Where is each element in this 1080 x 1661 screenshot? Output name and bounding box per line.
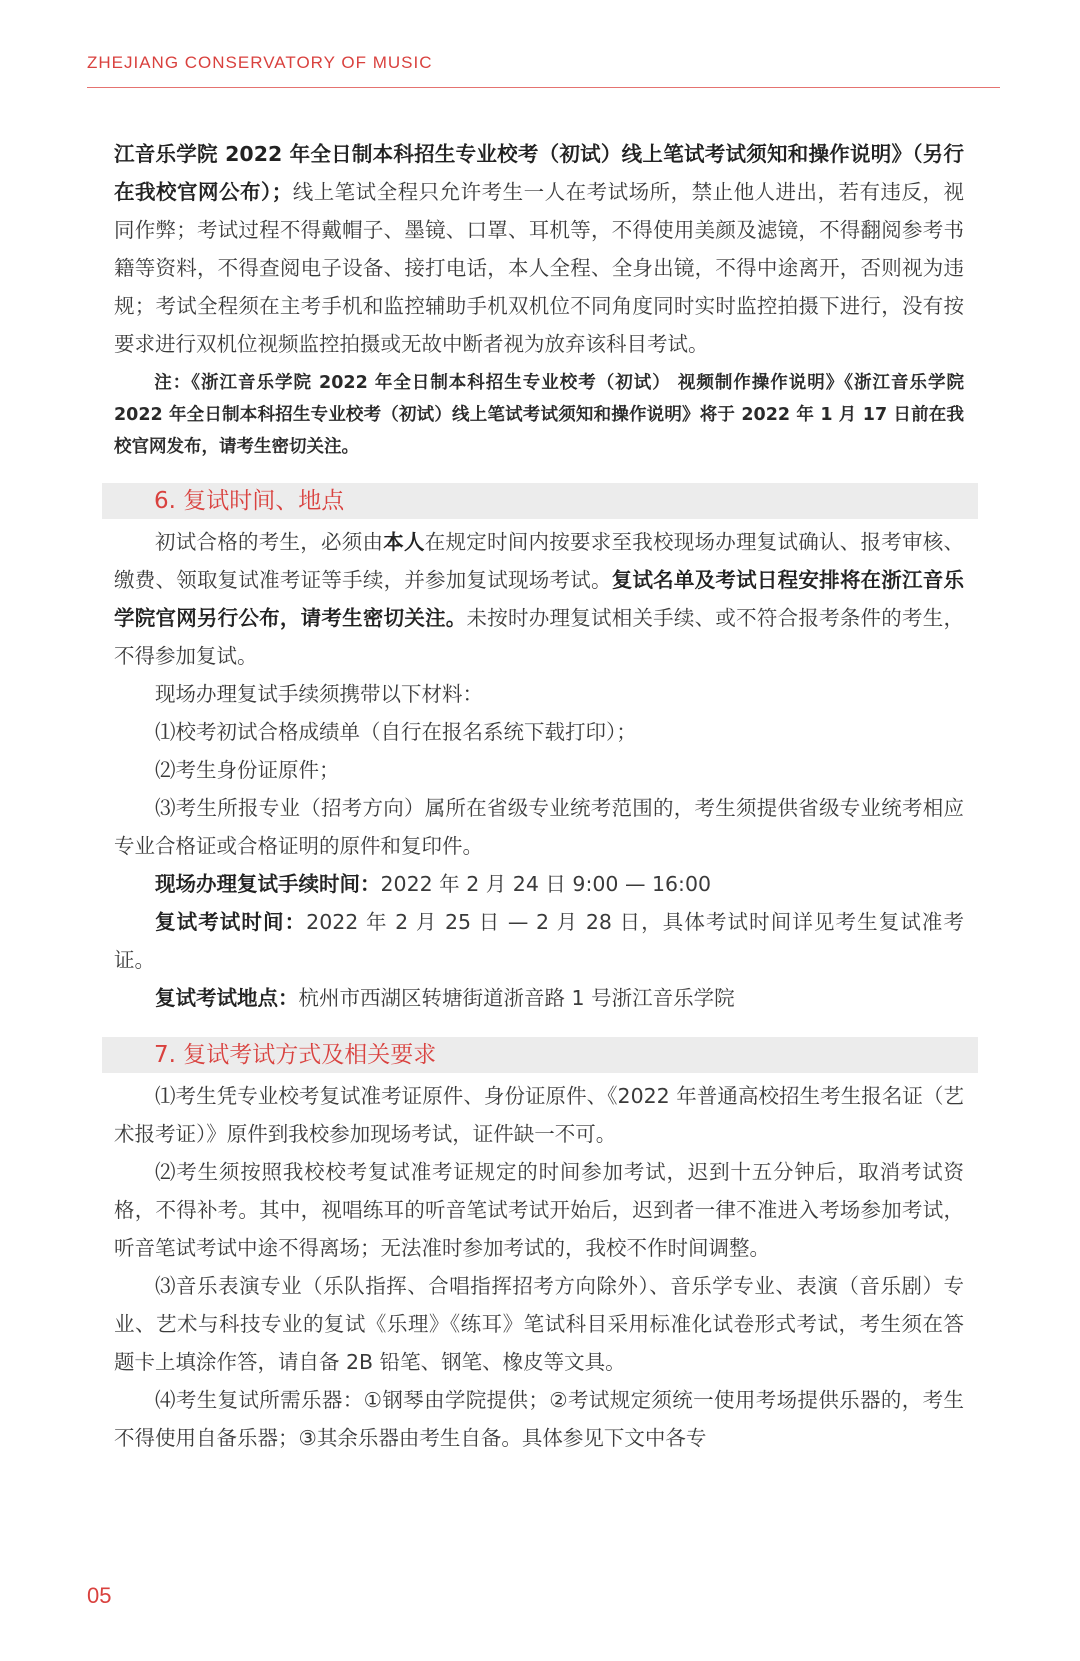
- continuation-bold-text: 江音乐学院 2022 年全日制本科招生专业校考（初试）线上笔试考试须知和操作说明》（另行在我校官网公布）；: [114, 142, 964, 204]
- section-7-heading: 7. 复试考试方式及相关要求: [102, 1037, 978, 1073]
- s6-text-e: 未按时办理复试相关手续、或不符合报考条件的考生，不得参加复试。: [114, 606, 965, 668]
- requirement-item: ⑴考生凭专业校考复试准考证原件、身份证原件、《2022 年普通高校招生考生报名证（艺术报考证）》原件到我校参加现场考试，证件缺一不可。: [114, 1084, 964, 1146]
- header-divider: [87, 87, 1000, 88]
- procedure-time-value: 2022 年 2 月 24 日 9:00 — 16:00: [380, 872, 712, 896]
- s6-text-d: 复试名单及考试日程安排将在浙江音乐学院官网另行公布，请考生密切关注。: [114, 568, 965, 630]
- requirement-item: ⑵考生须按照我校校考复试准考证规定的时间参加考试，迟到十五分钟后，取消考试资格，不得补考。其中，视唱练耳的听音笔试考试开始后，迟到者一律不准进入考场参加考试，听音笔试考试中途不得离场；无法准时参加考试的，我校不作时间调整。: [114, 1160, 964, 1260]
- continuation-text: 线上笔试全程只允许考生一人在考试场所，禁止他人进出，若有违反，视同作弊；考试过程不得戴帽子、墨镜、口罩、耳机等，不得使用美颜及滤镜，不得翻阅参考书籍等资料，不得查阅电子设备、接打电话，本人全程、全身出镜，不得中途离开，否则视为违规；考试全程须在主考手机和监控辅助手机双机位不同角度同时实时监控拍摄下进行，没有按要求进行双机位视频监控拍摄或无故中断者视为放弃该科目考试。: [114, 180, 965, 356]
- procedure-time-label: 现场办理复试手续时间：: [155, 872, 381, 896]
- material-item: ⑴校考初试合格成绩单（自行在报名系统下载打印）；: [155, 720, 637, 744]
- note-paragraph: 注：《浙江音乐学院 2022 年全日制本科招生专业校考（初试） 视频制作操作说明》《浙江音乐学院 2022 年全日制本科招生专业校考（初试）线上笔试考试须知和操作说明》将于 2022 年 1 月 17 日前在我校官网发布，请考生密切关注。: [114, 373, 964, 457]
- exam-location-label: 复试考试地点：: [155, 986, 299, 1010]
- exam-location-value: 杭州市西湖区转塘街道浙音路 1 号浙江音乐学院: [298, 986, 735, 1010]
- s6-text-c: 在规定时间内按要求至我校现场办理复试确认、报考审核、缴费、领取复试准考证等手续，并参加复试现场考试。: [114, 530, 964, 592]
- page-content: [114, 135, 964, 1457]
- exam-location: [114, 979, 964, 1017]
- continuation-paragraph: [114, 135, 964, 363]
- material-item: ⑶考生所报专业（招考方向）属所在省级专业统考范围的，考生须提供省级专业统考相应专业合格证或合格证明的原件和复印件。: [114, 796, 964, 858]
- procedure-time: [114, 865, 964, 903]
- page-number: 05: [87, 1583, 112, 1608]
- exam-time-label: 复试考试时间：: [155, 910, 307, 934]
- material-item: ⑵考生身份证原件；: [155, 758, 340, 782]
- s6-text-a: 初试合格的考生，必须由: [155, 530, 384, 554]
- requirement-item: ⑶音乐表演专业（乐队指挥、合唱指挥招考方向除外）、音乐学专业、表演（音乐剧）专业、艺术与科技专业的复试《乐理》《练耳》笔试科目采用标准化试卷形式考试，考生须在答题卡上填涂作答，请自备 2B 铅笔、钢笔、橡皮等文具。: [114, 1274, 964, 1374]
- s6-text-b: 本人: [383, 530, 425, 554]
- requirement-item: ⑷考生复试所需乐器：①钢琴由学院提供；②考试规定须统一使用考场提供乐器的，考生不得使用自备乐器；③其余乐器由考生自备。具体参见下文中各专: [114, 1388, 964, 1450]
- section-6-heading: 6. 复试时间、地点: [102, 483, 978, 519]
- materials-intro: 现场办理复试手续须携带以下材料：: [155, 682, 483, 706]
- exam-time-value: 2022 年 2 月 25 日 — 2 月 28 日，具体考试时间详见考生复试准考证。: [114, 910, 965, 972]
- exam-time: [114, 903, 964, 979]
- header-title: ZHEJIANG CONSERVATORY OF MUSIC: [87, 53, 433, 72]
- section-6-paragraph-1: [114, 523, 964, 675]
